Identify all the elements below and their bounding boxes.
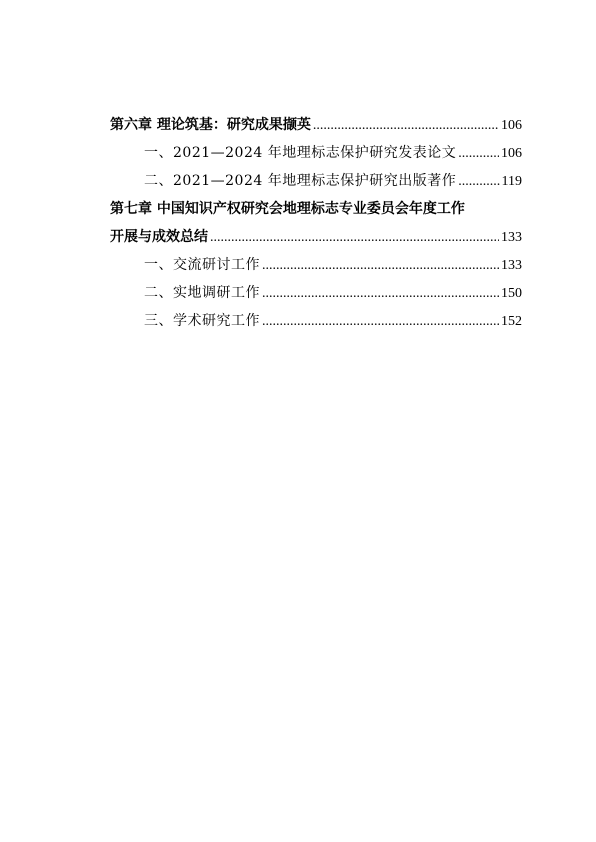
toc-entry-title: 二、实地调研工作 — [144, 285, 260, 301]
dot-leader — [458, 140, 499, 168]
toc-page-number: 133 — [501, 258, 522, 273]
toc-entry-section-6-1[interactable] — [110, 139, 522, 167]
toc-entry-title: 第六章 理论筑基：研究成果撷英 — [110, 117, 311, 133]
toc-entry-title: 二、2021—2024 年地理标志保护研究出版著作 — [144, 173, 457, 189]
toc-entry-chapter-7-line-1[interactable] — [110, 195, 522, 223]
toc-entry-section-6-2[interactable] — [110, 167, 522, 195]
toc-page-number: 133 — [501, 230, 522, 245]
toc-page-number: 119 — [501, 174, 522, 189]
toc-entry-title: 一、2021—2024 年地理标志保护研究发表论文 — [144, 145, 457, 161]
toc-entry-section-7-1[interactable] — [110, 251, 522, 279]
dot-leader — [262, 252, 499, 280]
toc-entry-title: 三、学术研究工作 — [144, 313, 260, 329]
toc-entry-chapter-6[interactable] — [110, 111, 522, 139]
toc-entry-section-7-3[interactable] — [110, 307, 522, 335]
toc-entry-chapter-7-line-2[interactable] — [110, 223, 522, 251]
dot-leader — [313, 112, 499, 140]
toc-page-number: 106 — [501, 146, 522, 161]
dot-leader — [262, 308, 499, 336]
toc-entry-title-continued: 开展与成效总结 — [110, 229, 208, 245]
toc-page-number: 106 — [501, 118, 522, 133]
dot-leader — [210, 224, 499, 252]
dot-leader — [262, 280, 499, 308]
toc-page-number: 152 — [501, 314, 522, 329]
toc-page-number: 150 — [501, 286, 522, 301]
toc-entry-title: 一、交流研讨工作 — [144, 257, 260, 273]
toc-entry-section-7-2[interactable] — [110, 279, 522, 307]
table-of-contents — [110, 111, 522, 335]
dot-leader — [458, 168, 499, 196]
toc-entry-title: 第七章 中国知识产权研究会地理标志专业委员会年度工作 — [110, 201, 465, 217]
